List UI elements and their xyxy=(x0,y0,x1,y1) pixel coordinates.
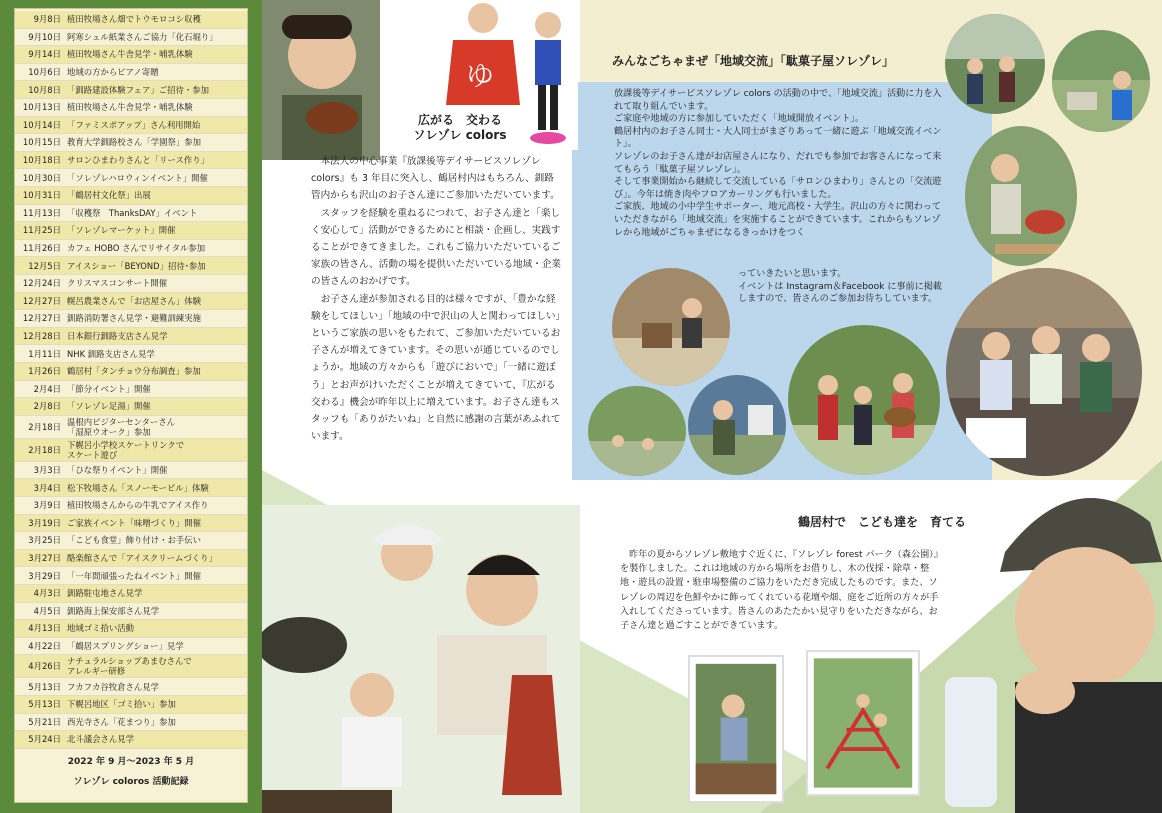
photo-signpost xyxy=(688,375,786,475)
activity-schedule xyxy=(14,8,248,803)
schedule-row xyxy=(15,620,247,638)
schedule-row xyxy=(15,345,247,363)
schedule-event: 鶴居村「タンチョウ分布調査」参加 xyxy=(67,366,201,377)
schedule-event: 植田牧場さん牛舎見学・哺乳体験 xyxy=(67,102,193,113)
intro-body: 本法人の中心事業『放課後等デイサービスソレゾレ colors』も 3 年目に突入し、鶴居村内はもちろん、釧路管内からも沢山のお子さん達にご参加いただいています。 スタッフを経験を重ねるにつれて、お子さん達と「楽しく安心して」活動ができるためにと相談・企画し、実践することができてきました。これもご協力いただいているご家族の皆さん、活動の場を提供いただいている地域・企業の皆さんのおかげです。 お子さん達が参加される目的は様々ですが、「豊かな経験をしてほしい」「地域の中で沢山の人と関わってほしい」というご家族の思いをもたれて、ご参加いただいているお子さんが増えてきています。その思いが通じているのでしょうか。地域の方々からも「遊びにおいで」「一緒に遊ぼう」とお声がけいただくことが増えてきていて、『広がる 交わる』機会が昨年以上に増えています。お子さん達もスタッフも「ありがたいね」と自然に感謝の言葉があふれています。 xyxy=(311,156,562,443)
schedule-event: 「節分イベント」開催 xyxy=(67,383,151,394)
photo-outdoor-kids xyxy=(1052,30,1150,132)
schedule-event: 阿寒シェル紙業さんご協力「化石堀り」 xyxy=(67,31,218,42)
schedule-event: 教育大学釧路校さん「学園祭」参加 xyxy=(67,137,201,148)
schedule-row xyxy=(15,240,247,258)
schedule-event: 地域の方からピアノ寄贈 xyxy=(67,67,159,78)
schedule-event: 酪楽館さんで「アイスクリームづくり」 xyxy=(67,553,217,564)
photo-boy-curling xyxy=(965,126,1077,266)
schedule-event: 西光寺さん「花まつり」参加 xyxy=(67,716,176,727)
schedule-event: 幌呂農業さんで「お店屋さん」体験 xyxy=(67,295,201,306)
schedule-date: 12月27日 xyxy=(22,313,61,324)
schedule-date: 3月4日 xyxy=(33,482,61,493)
schedule-event: 植田牧場さんからの牛乳でアイス作り xyxy=(67,500,209,511)
schedule-date: 1月26日 xyxy=(28,366,61,377)
schedule-event: NHK 釧路支店さん見学 xyxy=(67,348,155,359)
photo-event-crowd xyxy=(945,14,1045,114)
schedule-event: 釧路駐屯地さん見学 xyxy=(67,588,143,599)
schedule-event: 「ソレゾレハロウィンイベント」開催 xyxy=(67,172,208,183)
photo-boy-eating xyxy=(262,0,380,160)
schedule-event: 「鶴居村文化祭」出展 xyxy=(67,190,151,201)
schedule-caption: ソレゾレ coloros 活動記録 xyxy=(73,777,189,787)
exchange-heading: みんなごちゃまぜ「地域交流」「駄菓子屋ソレゾレ」 xyxy=(612,54,895,68)
schedule-date: 10月14日 xyxy=(22,119,61,130)
schedule-date: 3月3日 xyxy=(33,465,61,476)
schedule-event: サロンひまわりさんと「リース作り」 xyxy=(67,155,209,166)
schedule-row xyxy=(15,714,247,732)
schedule-event: 「一年間頑張ったねイベント」開催 xyxy=(67,570,201,581)
schedule-row xyxy=(15,99,247,117)
schedule-row xyxy=(15,696,247,714)
schedule-row xyxy=(15,497,247,515)
photo-kids-cooking xyxy=(262,505,580,813)
schedule-event: アイスショー「BEYOND」招待･参加 xyxy=(67,260,206,271)
schedule-date: 3月9日 xyxy=(33,500,61,511)
schedule-row xyxy=(15,328,247,346)
exchange-body: 放課後等デイサービスソレゾレ colors の活動の中で、「地域交流」活動に力を入れて取り組んでいます。 ご家庭や地域の方に参加していただく「地域開放イベント」。 鶴居村内のお子さん同士・大人同士がまざりあって一緒に遊ぶ「地域交流イベント」。 ソレゾレのお子さん達がお店屋さんになり、だれでも参加でお客さんになって来てもらう「駄菓子屋ソレゾレ」。 そして事業開始から継続して交流している「サロンひまわり」さんとの「交流遊び」。今年は焼き肉やフロアカーリングも行いました。 ご家族、地域の小中学生サポーター、地元高校・大学生。沢山の方々に関わっていただきながら「地域交流」を実施することができています。これからもソレゾレから地域がごちゃまぜになるきっかけをつく xyxy=(614,89,942,238)
schedule-date: 9月8日 xyxy=(33,14,61,25)
schedule-row xyxy=(15,46,247,64)
schedule-row xyxy=(15,515,247,533)
schedule-event: ナチュラルショップあまむさんで アレルギー研修 xyxy=(67,656,192,677)
schedule-date: 4月22日 xyxy=(28,641,61,652)
schedule-row xyxy=(15,462,247,480)
schedule-date: 9月10日 xyxy=(28,31,61,42)
schedule-event: 温根内ビジターセンターさん 「湿原ウオーク」参加 xyxy=(67,416,176,437)
schedule-date: 1月11日 xyxy=(28,348,61,359)
photo-indoor-table xyxy=(612,268,730,386)
schedule-event: 釧路消防署さん見学・避難訓練実施 xyxy=(67,313,201,324)
schedule-date: 3月29日 xyxy=(28,570,61,581)
schedule-event: ご家族イベント「味噌づくり」開催 xyxy=(67,517,201,528)
schedule-row xyxy=(15,550,247,568)
schedule-event: 「収穫祭 ThanksDAY」イベント xyxy=(67,207,198,218)
schedule-row xyxy=(15,603,247,621)
schedule-event: 下幌呂地区「ゴミ拾い」参加 xyxy=(67,699,176,710)
schedule-event: フカフカ谷牧倉さん見学 xyxy=(67,681,159,692)
schedule-event: 日本銀行釧路支店さん見学 xyxy=(67,331,168,342)
schedule-row xyxy=(15,638,247,656)
schedule-event: 「鶴居スプリングショー」見学 xyxy=(67,641,184,652)
schedule-row xyxy=(15,117,247,135)
schedule-event: 植田牧場さん牛舎見学・哺乳体験 xyxy=(67,49,193,60)
schedule-row xyxy=(15,731,247,749)
schedule-row xyxy=(15,479,247,497)
schedule-date: 4月5日 xyxy=(33,605,61,616)
schedule-row xyxy=(15,205,247,223)
schedule-event: 「ファミスポアップ」さん利用開始 xyxy=(67,119,201,130)
forest-body: 昨年の夏からソレゾレ敷地すぐ近くに、『ソレゾレ forest パーク（森公園）』を製作しました。これは地域の方から場所をお借りし、木の伐採・除草・整地・遊具の設置・駐車場整備のご協力をいただき完成したものです。また、ソレゾレの周辺を色鮮やかに飾ってくれている花壇や畑、庭をご近所の方々が手入れしてくださっています。皆さんのあたたかい見守りをいただきながら、お子さん達と過ごすことができています。 xyxy=(620,550,943,632)
schedule-row xyxy=(15,398,247,416)
schedule-event: 松下牧場さん「スノーモービル」体験 xyxy=(67,482,209,493)
schedule-row xyxy=(15,81,247,99)
schedule-event: 下幌呂小学校スケートリンクで スケート遊び xyxy=(67,439,185,460)
schedule-date: 11月26日 xyxy=(22,243,61,254)
forest-heading: 鶴居村で こども達を 育てる xyxy=(798,515,967,529)
schedule-row xyxy=(15,416,247,439)
photo-gardening xyxy=(688,655,784,803)
svg-text:ゆ: ゆ xyxy=(466,59,495,92)
schedule-row xyxy=(15,678,247,696)
schedule-date: 5月13日 xyxy=(28,681,61,692)
schedule-date: 2月4日 xyxy=(33,383,61,394)
schedule-row xyxy=(15,293,247,311)
schedule-date: 11月25日 xyxy=(22,225,61,236)
schedule-period: 2022 年 9 月～2023 年 5 月 xyxy=(67,757,195,767)
schedule-date: 12月28日 xyxy=(22,331,61,342)
schedule-row xyxy=(15,134,247,152)
schedule-date: 4月13日 xyxy=(28,623,61,634)
schedule-date: 4月26日 xyxy=(28,661,61,672)
schedule-row xyxy=(15,439,247,462)
schedule-row xyxy=(15,363,247,381)
schedule-date: 10月15日 xyxy=(22,137,61,148)
schedule-row xyxy=(15,222,247,240)
intro-heading: 広がる 交わる ソレゾレ colors xyxy=(413,113,507,142)
photo-jungle-gym xyxy=(806,650,920,796)
schedule-date: 3月27日 xyxy=(28,553,61,564)
schedule-event: 「こども食堂」飾り付け・お手伝い xyxy=(67,535,201,546)
schedule-row xyxy=(15,655,247,678)
schedule-row xyxy=(15,532,247,550)
schedule-date: 11月13日 xyxy=(22,207,61,218)
schedule-date: 3月19日 xyxy=(28,517,61,528)
schedule-event: 北斗議会さん見学 xyxy=(67,734,134,745)
schedule-date: 10月30日 xyxy=(22,172,61,183)
schedule-event: 植田牧場さん畑でトウモロコシ収穫 xyxy=(67,14,201,25)
schedule-date: 5月24日 xyxy=(28,734,61,745)
schedule-row xyxy=(15,187,247,205)
schedule-row xyxy=(15,169,247,187)
schedule-event: 釧路海上保安部さん見学 xyxy=(67,605,160,616)
schedule-row xyxy=(15,257,247,275)
schedule-date: 5月13日 xyxy=(28,699,61,710)
schedule-row xyxy=(15,29,247,47)
schedule-event: 地域ゴミ拾い活動 xyxy=(67,623,134,634)
schedule-row xyxy=(15,275,247,293)
schedule-row xyxy=(15,152,247,170)
photo-guitar-performance xyxy=(788,325,940,475)
schedule-date: 2月18日 xyxy=(28,444,61,455)
schedule-row xyxy=(15,585,247,603)
schedule-date: 12月27日 xyxy=(22,295,61,306)
schedule-event: 「ソレゾレ足湯」開催 xyxy=(67,401,151,412)
schedule-row xyxy=(15,11,247,29)
schedule-date: 3月25日 xyxy=(28,535,61,546)
schedule-event: クリスマスコンサート開催 xyxy=(67,278,168,289)
schedule-date: 10月13日 xyxy=(22,102,61,113)
schedule-date: 12月5日 xyxy=(28,260,61,271)
schedule-row xyxy=(15,310,247,328)
schedule-event: 「ソレゾレマーケット」開催 xyxy=(67,225,176,236)
schedule-date: 10月8日 xyxy=(28,84,61,95)
schedule-row xyxy=(15,567,247,585)
schedule-event: 「ひな祭りイベント」開催 xyxy=(67,465,168,476)
schedule-row xyxy=(15,381,247,399)
schedule-date: 10月31日 xyxy=(22,190,61,201)
schedule-date: 2月8日 xyxy=(33,401,61,412)
schedule-event: カフェ HOBO さんでリサイタル参加 xyxy=(67,243,206,254)
schedule-date: 9月14日 xyxy=(28,49,61,60)
schedule-date: 10月18日 xyxy=(22,155,61,166)
schedule-event: 「釧路建設体験フェア」ご招待・参加 xyxy=(67,84,209,95)
photo-park-visit xyxy=(588,386,686,476)
exchange-body-continued: っていきたいと思います。 イベントは Instagram＆Facebook に事前に掲載しますので、皆さんのご参加お待ちしています。 xyxy=(738,269,942,305)
schedule-date: 5月21日 xyxy=(28,716,61,727)
schedule-date: 10月6日 xyxy=(28,67,61,78)
schedule-date: 2月18日 xyxy=(28,421,61,432)
schedule-row xyxy=(15,64,247,82)
photo-boy-hat-smile xyxy=(945,442,1162,813)
schedule-date: 12月24日 xyxy=(22,278,61,289)
schedule-date: 4月3日 xyxy=(33,588,61,599)
